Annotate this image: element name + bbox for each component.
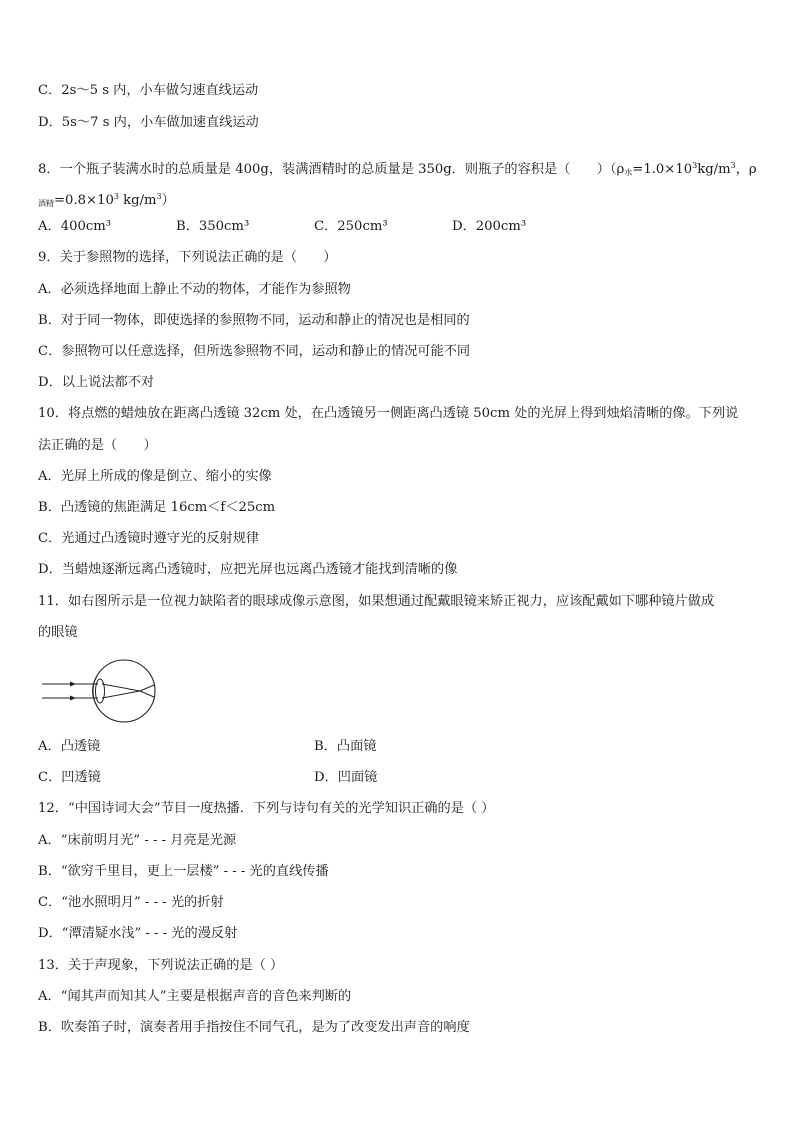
q10-option-a: A．光屏上所成的像是倒立、缩小的实像 (38, 469, 272, 484)
q8-option-a: A．400cm³ (38, 219, 112, 234)
q8-option-c: C．250cm³ (314, 219, 388, 234)
q8-option-d: D．200cm³ (452, 219, 527, 234)
q8-rho: ，ρ (735, 162, 757, 177)
q9-option-a: A．必须选择地面上静止不动的物体，才能作为参照物 (38, 282, 351, 297)
q8-alcohol-subscript: 酒精 (38, 199, 54, 208)
q8-unit: kg/m (697, 162, 731, 177)
eye-diagram (40, 658, 160, 724)
q9-stem: 9．关于参照物的选择，下列说法正确的是（ ） (38, 250, 337, 265)
q11-stem-line2: 的眼镜 (38, 625, 78, 640)
q8-exponent: 3 (730, 161, 736, 170)
q11-stem-line1: 11．如右图所示是一位视力缺陷者的眼球成像示意图，如果想通过配戴眼镜来矫正视力，应该配戴如下哪种镜片做成 (38, 594, 715, 609)
q11-option-a: A．凸透镜 (38, 739, 101, 754)
q10-option-d: D．当蜡烛逐渐远离凸透镜时，应把光屏也远离凸透镜才能找到清晰的像 (38, 562, 458, 577)
q8-stem-text: 8．一个瓶子装满水时的总质量是 400g，装满酒精时的总质量是 350g．则瓶子的容积是（ ）（ρ (38, 162, 625, 177)
arrow-icon (70, 682, 76, 687)
q8-unit: kg/m (118, 193, 157, 208)
q13-option-b: B．吹奏笛子时，演奏者用手指按住不同气孔，是为了改变发出声音的响度 (38, 1020, 470, 1035)
q11-option-c: C．凹透镜 (38, 770, 101, 785)
refracted-ray-top (102, 684, 140, 691)
q10-stem-line2: 法正确的是（ ） (38, 438, 157, 453)
q10-option-b: B．凸透镜的焦距满足 16cm＜f＜25cm (38, 500, 276, 515)
eye-lens (96, 679, 105, 703)
q8-alcohol-density: =0.8×10 (54, 193, 114, 208)
q7-option-d: D．5s～7 s 内，小车做加速直线运动 (38, 115, 259, 130)
q8-water-density: =1.0×10 (632, 162, 693, 177)
q12-option-b: B．“欲穷千里目，更上一层楼” - - - 光的直线传播 (38, 864, 329, 879)
q8-stem-line2 (38, 188, 175, 213)
q8-water-subscript: 水 (624, 168, 633, 177)
q7-option-c: C．2s～5 s 内，小车做匀速直线运动 (38, 83, 259, 98)
q12-option-a: A．“床前明月光” - - - 月亮是光源 (38, 833, 237, 848)
q12-option-d: D．“潭清疑水浅” - - - 光的漫反射 (38, 926, 238, 941)
diverging-ray-bottom (140, 691, 154, 697)
q8-stem-line1 (38, 157, 757, 182)
q8-exponent: 3 (692, 161, 698, 170)
q8-exponent: 3 (156, 192, 162, 201)
q12-option-c: C．“池水照明月” - - - 光的折射 (38, 895, 224, 910)
q11-option-d: D．凹面镜 (314, 770, 378, 785)
q9-option-c: C．参照物可以任意选择，但所选参照物不同，运动和静止的情况可能不同 (38, 344, 471, 359)
q12-stem: 12．“中国诗词大会”节目一度热播．下列与诗句有关的光学知识正确的是（ ） (38, 801, 495, 816)
q8-option-b: B．350cm³ (176, 219, 250, 234)
q13-stem: 13．关于声现象，下列说法正确的是（ ） (38, 958, 284, 973)
q11-option-b: B．凸面镜 (314, 739, 377, 754)
q8-paren: ） (161, 193, 175, 208)
q8-exponent: 3 (113, 192, 119, 201)
q9-option-d: D．以上说法都不对 (38, 375, 155, 390)
q10-option-c: C．光通过凸透镜时遵守光的反射规律 (38, 531, 260, 546)
eyeball-outline (93, 660, 155, 722)
refracted-ray-bottom (102, 691, 140, 698)
q13-option-a: A．“闻其声而知其人”主要是根据声音的音色来判断的 (38, 989, 352, 1004)
arrow-icon (70, 696, 76, 701)
diverging-ray-top (140, 685, 154, 691)
q9-option-b: B．对于同一物体，即使选择的参照物不同，运动和静止的情况也是相同的 (38, 313, 470, 328)
q10-stem-line1: 10．将点燃的蜡烛放在距离凸透镜 32cm 处，在凸透镜另一侧距离凸透镜 50cm 处的光屏上得到烛焰清晰的像。下列说 (38, 406, 739, 421)
